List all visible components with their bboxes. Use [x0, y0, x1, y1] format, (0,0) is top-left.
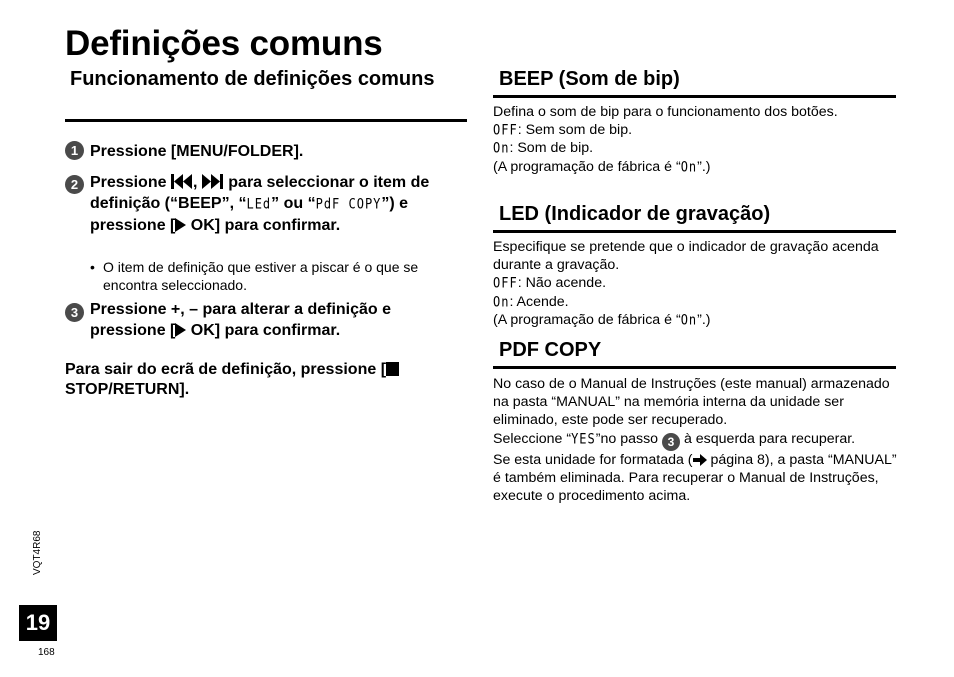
page-sub-number: 168 — [38, 647, 55, 658]
beep-body: Defina o som de bip para o funcionamento dos botões. OFF: Sem som de bip. On: Som de bip. (A programação de fábrica é “On”.) — [493, 103, 898, 176]
stop-icon — [386, 362, 399, 376]
led-body: Especifique se pretende que o indicador de gravação acenda durante a gravação. OFF: Não acende. On: Acende. (A programação de fábrica é “On”.) — [493, 238, 898, 329]
exit-instruction: Para sair do ecrã de definição, pressione [ STOP/RETURN]. — [65, 360, 465, 400]
page-title: Definições comuns — [65, 24, 383, 63]
step-number-1: 1 — [65, 141, 84, 160]
lcd-on-default: On — [680, 158, 698, 175]
step-3-text: Pressione +, – para alterar a definição e pressione [ OK] para confirmar. — [90, 301, 392, 339]
step-number-3: 3 — [65, 303, 84, 322]
lcd-on-label: On — [493, 293, 510, 310]
skip-forward-icon — [202, 174, 224, 189]
pdf-copy-body: No caso de o Manual de Instruções (este manual) armazenado na pasta “MANUAL” na memória interna da unidade ser eliminado, este pode ser recuperado. Seleccione “YES”no passo 3 à esquerda para recuperar. Se esta unidade for formatada ( página 8), a pasta “MANUAL” é também eliminada. Para recuperar o Manual de Instruções, execute o procedimento acima. — [493, 376, 897, 505]
led-rule — [493, 230, 896, 233]
step-2-note: • O item de definição que estiver a piscar é o que se encontra seleccionado. — [90, 259, 419, 293]
beep-heading: BEEP (Som de bip) — [499, 68, 680, 90]
document-code: VQT4R68 — [32, 530, 43, 575]
arrow-right-icon — [693, 454, 707, 466]
heading-rule — [65, 119, 467, 122]
step-number-3-ref: 3 — [662, 433, 680, 451]
lcd-led-label: LEd — [246, 195, 272, 212]
pdf-rule — [493, 366, 896, 369]
step-2-text: Pressione , para seleccionar o item de definição (“BEEP”, “LEd” ou “PdF COPY”) e pressione [ OK] para confirmar. — [90, 174, 430, 234]
lcd-off-label: OFF — [493, 275, 518, 292]
lcd-yes-label: YES — [571, 430, 596, 447]
play-icon — [175, 323, 186, 337]
lcd-on-label: On — [493, 140, 510, 157]
pdf-copy-heading: PDF COPY — [499, 339, 602, 361]
lcd-on-default: On — [680, 311, 698, 328]
play-icon — [175, 218, 186, 232]
skip-back-icon — [171, 174, 193, 189]
page-number: 19 — [19, 605, 57, 641]
beep-rule — [493, 95, 896, 98]
lcd-pdf-copy-label: PdF COPY — [315, 195, 382, 212]
led-heading: LED (Indicador de gravação) — [499, 203, 771, 225]
section-heading-common-settings: Funcionamento de definições comuns — [70, 68, 435, 90]
step-1-text: Pressione [MENU/FOLDER]. — [90, 143, 304, 160]
step-number-2: 2 — [65, 175, 84, 194]
lcd-off-label: OFF — [493, 122, 518, 139]
